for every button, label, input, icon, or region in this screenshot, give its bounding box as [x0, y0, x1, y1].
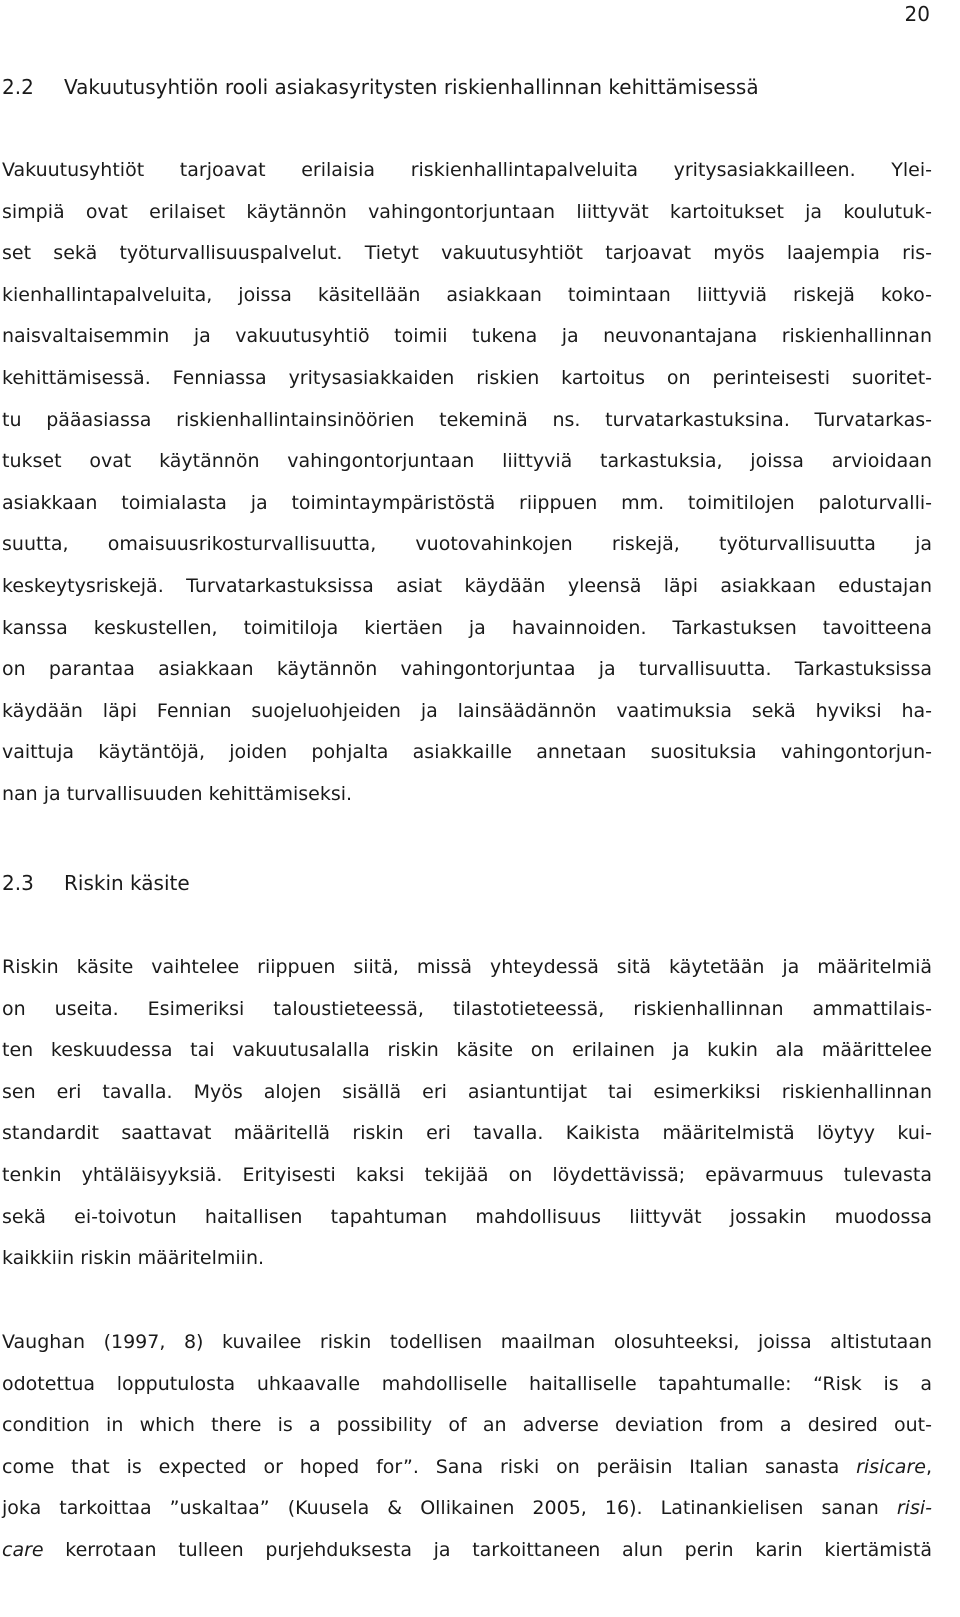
paragraph-2 — [2, 947, 932, 1280]
text-line — [2, 1488, 932, 1530]
text-line: on parantaa asiakkaan käytännön vahingontorjuntaa ja turvallisuutta. Tarkastuksissa — [2, 658, 932, 681]
text-line: Riskin käsite vaihtelee riippuen siitä, missä yhteydessä sitä käytetään ja määritelmiä — [2, 956, 932, 978]
text-line: keskeytysriskejä. Turvatarkastuksissa asiat käydään yleensä läpi asiakkaan edustajan — [2, 574, 932, 597]
italic-term: risicare — [856, 1455, 926, 1478]
page-number: 20 — [904, 2, 930, 26]
text-line: nan ja turvallisuuden kehittämiseksi. — [2, 782, 353, 805]
text-line: kanssa keskustellen, toimitiloja kiertäen ja havainnoiden. Tarkastuksen tavoitteena — [2, 616, 932, 639]
text-line: standardit saattavat määritellä riskin eri tavalla. Kaikista määritelmistä löytyy kui- — [2, 1122, 932, 1145]
section-heading-2-2 — [2, 75, 759, 99]
text-line: set sekä työturvallisuuspalvelut. Tietyt vakuutusyhtiöt tarjoavat myös laajempia ris- — [2, 242, 932, 265]
text-run: come that is expected or hoped for”. Sana riski on peräisin Italian sanasta — [2, 1455, 857, 1478]
text-run: joka tarkoittaa ”uskaltaa” (Kuusela & Ollikainen 2005, 16). Latinankielisen sanan — [2, 1497, 897, 1520]
text-line: kehittämisessä. Fenniassa yritysasiakkaiden riskien kartoitus on perinteisesti suoritet- — [2, 366, 932, 389]
text-line: sekä ei-toivotun haitallisen tapahtuman mahdollisuus liittyvät jossakin muodossa — [2, 1205, 932, 1228]
text-line — [2, 1447, 932, 1489]
text-line: simpiä ovat erilaiset käytännön vahingontorjuntaan liittyvät kartoitukset ja koulutuk- — [2, 200, 932, 223]
text-line: condition in which there is a possibility of an adverse deviation from a desired out- — [2, 1414, 932, 1437]
section-number: 2.3 — [2, 871, 34, 895]
text-line: Vakuutusyhtiöt tarjoavat erilaisia riskienhallintapalveluita yritysasiakkailleen. Ylei- — [2, 159, 932, 181]
section-number: 2.2 — [2, 75, 34, 99]
text-line: suutta, omaisuusrikosturvallisuutta, vuotovahinkojen riskejä, työturvallisuutta ja — [2, 533, 932, 556]
text-run: , — [925, 1455, 932, 1478]
text-line: sen eri tavalla. Myös alojen sisällä eri asiantuntijat tai esimerkiksi riskienhallinnan — [2, 1080, 932, 1103]
text-line: tu pääasiassa riskienhallintainsinöörien tekeminä ns. turvatarkastuksina. Turvatarkas- — [2, 408, 932, 431]
text-line: Vaughan (1997, 8) kuvailee riskin todellisen maailman olosuhteeksi, joissa altistutaan — [2, 1331, 932, 1353]
section-title: Vakuutusyhtiön rooli asiakasyritysten riskienhallinnan kehittämisessä — [64, 75, 759, 99]
text-line: kienhallintapalveluita, joissa käsitellään asiakkaan toimintaan liittyviä riskejä koko- — [2, 283, 932, 306]
paragraph-1 — [2, 150, 932, 816]
italic-term: risi- — [896, 1497, 932, 1520]
section-title: Riskin käsite — [64, 871, 190, 895]
italic-term: care — [2, 1538, 44, 1561]
text-line: naisvaltaisemmin ja vakuutusyhtiö toimii tukena ja neuvonantajana riskienhallinnan — [2, 325, 932, 348]
text-line: vaittuja käytäntöjä, joiden pohjalta asiakkaille annetaan suosituksia vahingontorjun- — [2, 741, 932, 764]
paragraph-3 — [2, 1322, 932, 1572]
text-line: asiakkaan toimialasta ja toimintaympäristöstä riippuen mm. toimitilojen paloturvalli- — [2, 491, 932, 514]
text-line: tukset ovat käytännön vahingontorjuntaan liittyviä tarkastuksia, joissa arvioidaan — [2, 450, 932, 473]
text-run: kerrotaan tulleen purjehduksesta ja tarkoittaneen alun perin karin kiertämistä — [43, 1538, 932, 1561]
section-heading-2-3 — [2, 871, 190, 895]
text-line: käydään läpi Fennian suojeluohjeiden ja lainsäädännön vaatimuksia sekä hyviksi ha- — [2, 699, 932, 722]
text-line: kaikkiin riskin määritelmiin. — [2, 1247, 265, 1270]
text-line: tenkin yhtäläisyyksiä. Erityisesti kaksi tekijää on löydettävissä; epävarmuus tulevasta — [2, 1163, 932, 1186]
text-line: odotettua lopputulosta uhkaavalle mahdolliselle haitalliselle tapahtumalle: “Risk is a — [2, 1372, 932, 1395]
text-line: on useita. Esimeriksi taloustieteessä, tilastotieteessä, riskienhallinnan ammattilais- — [2, 997, 932, 1020]
text-line: ten keskuudessa tai vakuutusalalla riskin käsite on erilainen ja kukin ala määrittelee — [2, 1039, 932, 1062]
text-line — [2, 1530, 932, 1572]
